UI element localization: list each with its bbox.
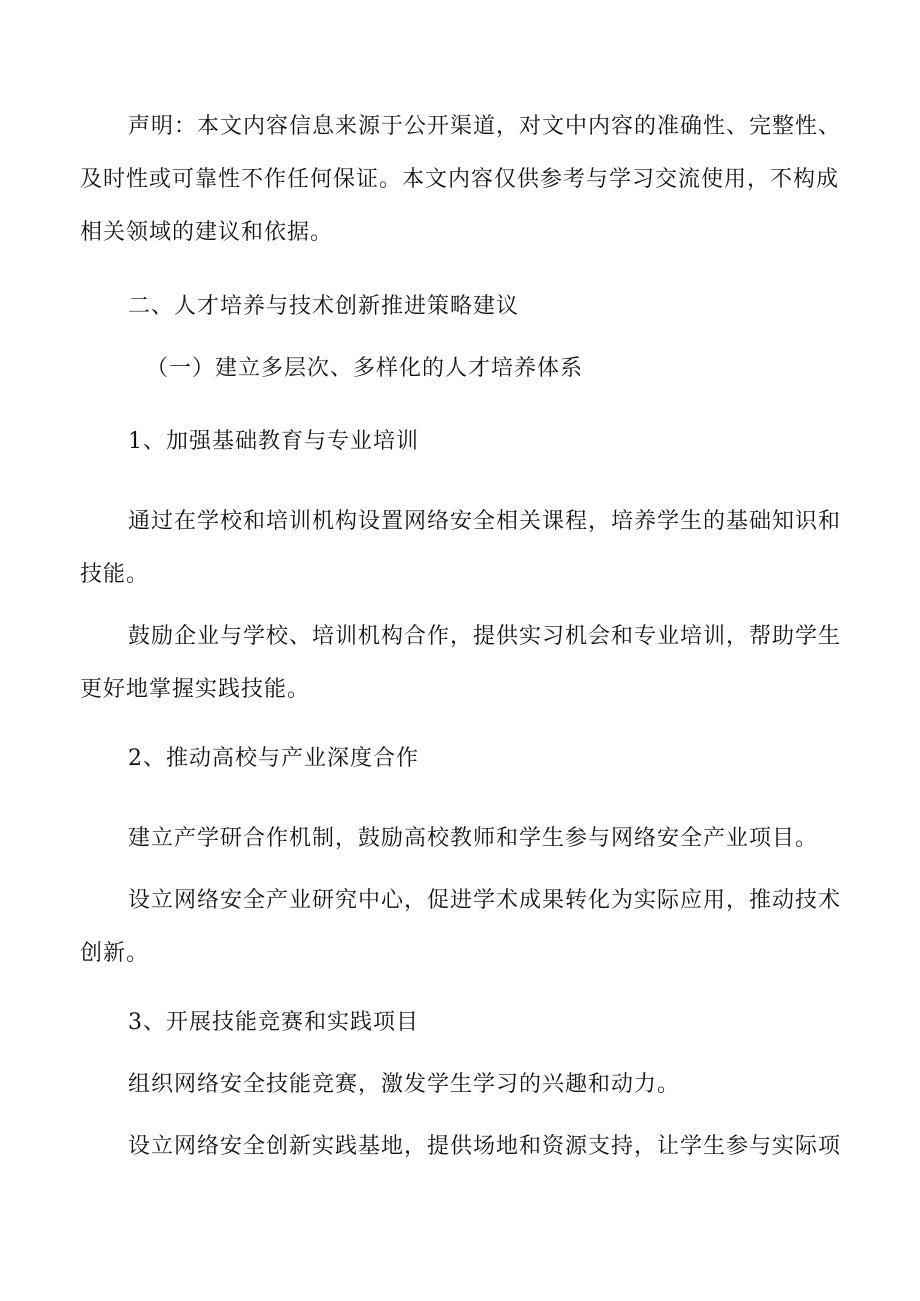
- item-2-para-2-line-1: 设立网络安全产业研究中心，促进学术成果转化为实际应用，推动技术: [128, 888, 842, 913]
- item-3-para-1-line-1: 组织网络安全技能竞赛，激发学生学习的兴趣和动力。: [128, 1072, 681, 1097]
- item-1-heading: 1、加强基础教育与专业培训: [128, 429, 419, 454]
- item-2-para-1-line-1: 建立产学研合作机制，鼓励高校教师和学生参与网络安全产业项目。: [128, 826, 819, 851]
- section-title: 二、人才培养与技术创新推进策略建议: [128, 294, 520, 319]
- item-1-para-2-line-1: 鼓励企业与学校、培训机构合作，提供实习机会和专业培训，帮助学生: [128, 624, 842, 649]
- item-2-heading: 2、推动高校与产业深度合作: [128, 746, 419, 771]
- subsection-title: （一）建立多层次、多样化的人才培养体系: [146, 356, 584, 381]
- item-3-heading: 3、开展技能竞赛和实践项目: [128, 1010, 419, 1035]
- item-2-para-2-line-2: 创新。: [80, 941, 150, 966]
- item-1-para-1-line-2: 技能。: [80, 562, 150, 587]
- disclaimer-line-3: 相关领域的建议和依据。: [80, 220, 334, 245]
- item-3-para-2-line-1: 设立网络安全创新实践基地，提供场地和资源支持，让学生参与实际项: [128, 1134, 842, 1159]
- item-1-para-2-line-2: 更好地掌握实践技能。: [80, 677, 311, 702]
- item-1-para-1-line-1: 通过在学校和培训机构设置网络安全相关课程，培养学生的基础知识和: [128, 509, 842, 534]
- disclaimer-line-2: 及时性或可靠性不作任何保证。本文内容仅供参考与学习交流使用，不构成: [80, 167, 840, 192]
- disclaimer-line-1: 声明：本文内容信息来源于公开渠道，对文中内容的准确性、完整性、: [128, 114, 842, 139]
